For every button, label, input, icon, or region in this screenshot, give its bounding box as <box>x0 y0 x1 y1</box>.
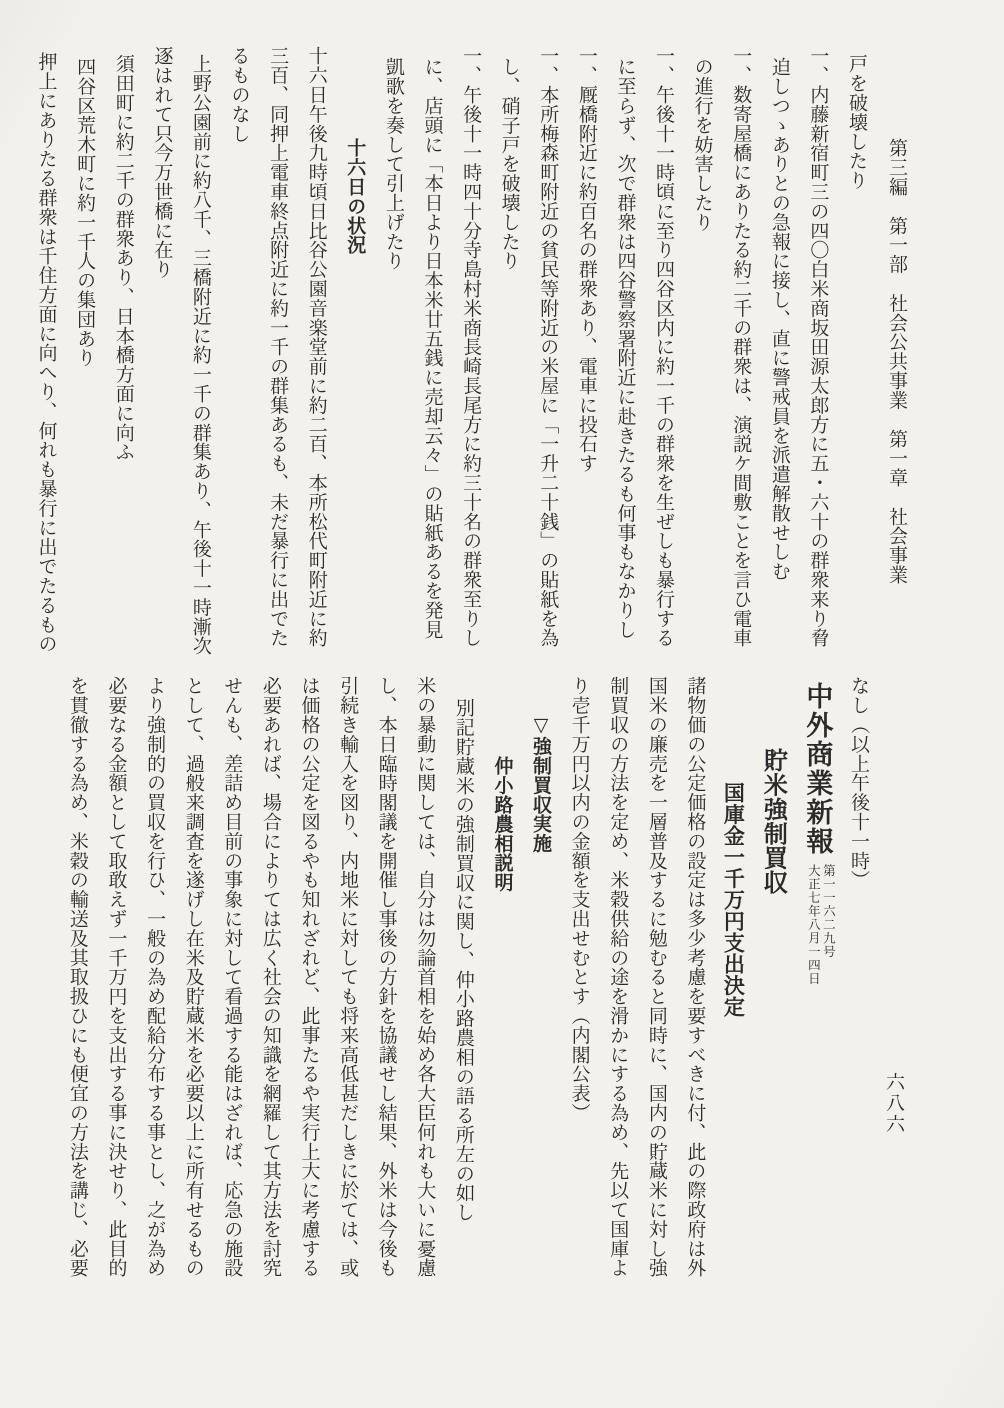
text-line: 諸物価の公定価格の設定は多少考慮を要すべきに付、此の際政府は外 <box>684 676 707 1278</box>
text-line: し、硝子戸を破壊したり <box>498 57 521 271</box>
section-heading: 貯米強制買収 <box>759 748 789 895</box>
text-line: 一、午後十一時頃に至り四谷区内に約一千の群衆を生ぜしも暴行する <box>653 46 676 648</box>
newspaper-title: 中外商業新報 <box>801 682 833 856</box>
bottom-text-block <box>58 676 878 1321</box>
text-line: 必要あれば、場合によりては広く社会の知識を網羅して其方法を討究 <box>259 676 282 1278</box>
section-heading: 国庫金一千万円支出決定 <box>721 782 747 1018</box>
section-heading: ▽強制買収実施 <box>530 714 553 853</box>
text-line: 別記貯蔵米の強制買収に関し、仲小路農相の語る所左の如し <box>452 698 475 1222</box>
text-line: 凱歌を奏して引上げたり <box>382 57 405 271</box>
newspaper-masthead <box>793 676 839 1321</box>
text-line: 四谷区荒木町に約一千人の集団あり <box>74 57 97 368</box>
page-number: 六八六 <box>883 1072 905 1135</box>
text-line: 須田町に約二千の群衆あり、日本橋方面に向ふ <box>112 54 135 462</box>
text-line: 引続き輸入を図り、内地米に対しても将来高低甚だしきに於ては、或 <box>337 676 360 1278</box>
text-line: に至らず、次で群衆は四谷警察署附近に赴きたるも何事もなかりし <box>614 57 637 639</box>
newspaper-date: 大正七年八月一四日 <box>806 864 822 986</box>
text-line: 一、午後十一時四十分寺島村米商長崎長尾方に約三十名の群衆至りし <box>460 46 483 648</box>
text-line: に、店頭に「本日より日本米廿五銭に売却云々」の貼紙あるを発見 <box>421 57 444 639</box>
text-line: 米の暴動に関しては、自分は勿論首相を始め各大臣何れも大いに憂慮 <box>414 676 437 1278</box>
text-line: るものなし <box>228 46 251 143</box>
text-line: 一、数寄屋橋にありたる約二千の群衆は、演説ケ間敷ことを言ひ電車 <box>730 46 753 648</box>
top-text-block <box>27 46 918 671</box>
text-line: せんも、差詰め目前の事象に対して看過する能はざれば、応急の施設 <box>221 676 244 1278</box>
text-line: は価格の公定を図るやも知れざれど、此事たるや実行上大に考慮する <box>298 676 321 1278</box>
text-line: 迫しつゝありとの急報に接し、直に警戒員を派遣解散せしむ <box>768 57 791 581</box>
newspaper-issue-date <box>806 864 836 986</box>
text-line: を貫徹する為め、米穀の輸送及其取扱ひにも便宜の方法を講じ、必要 <box>66 676 89 1278</box>
text-line: として、過般来調査を遂げし在米及貯蔵米を必要以上に所有せるもの <box>182 676 205 1278</box>
section-heading: 仲小路農相説明 <box>491 756 514 892</box>
text-line: り壱千万円以内の金額を支出せむとす（内閣公表） <box>568 676 591 1123</box>
newspaper-issue-number: 第一一六二九号 <box>821 864 837 959</box>
text-line: 逐はれて只今万世橋に在り <box>151 46 174 279</box>
text-line: 制買収の方法を定め、米穀供給の途を滑かにする為め、先以て国庫よ <box>607 676 630 1278</box>
text-line: 上野公園前に約八千、三橋附近に約一千の群集あり、午後十一時漸次 <box>189 54 212 656</box>
running-header: 第三編 第一部 社会公共事業 第一章 社会事業 <box>886 138 908 585</box>
text-line: 国米の廉売を一層普及するに勉むると同時に、国内の貯蔵米に対し強 <box>645 676 668 1278</box>
text-line: 十六日午後九時頃日比谷公園音楽堂前に約二百、本所松代町附近に約 <box>305 46 328 648</box>
text-line: 必要なる金額として取敢えず一千万円を支出する事に決せり、此目的 <box>105 676 128 1278</box>
text-line: 押上にありたる群衆は千住方面に向へり、何れも暴行に出でたるもの <box>35 52 58 654</box>
text-line: の進行を妨害したり <box>691 57 714 232</box>
text-line: し、本日臨時閣議を開催し事後の方針を協議せし結果、外米は今後も <box>375 676 398 1278</box>
text-line: 一、内藤新宿町三の四〇白米商坂田源太郎方に五・六十の群衆来り脅 <box>807 46 830 648</box>
text-line: 一、本所梅森町附近の貧民等附近の米屋に「一升二十銭」の貼紙を為 <box>537 46 560 648</box>
text-line: 戸を破壊したり <box>846 54 868 190</box>
section-heading: 十六日の状況 <box>344 138 367 255</box>
text-line: 三百、同押上電車終点附近に約一千の群集あるも、未だ暴行に出でた <box>267 46 290 648</box>
text-line: より強制的の買収を行ひ、一般の為め配給分布する事とし、之が為め <box>144 676 167 1278</box>
text-line: なし（以上午後十一時） <box>848 676 870 890</box>
text-line: 一、厩橋附近に約百名の群衆あり、電車に投石す <box>575 46 598 473</box>
